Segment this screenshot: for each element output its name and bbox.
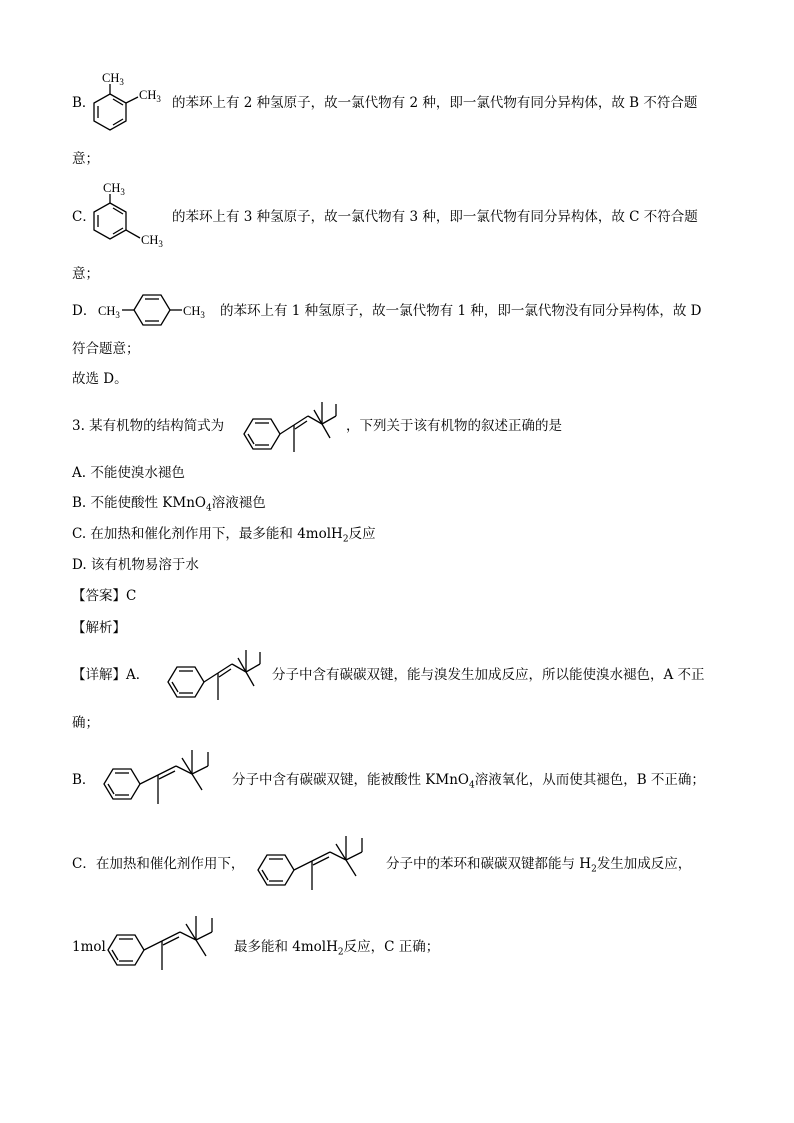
option-a: A. 不能使溴水褪色 [72, 465, 185, 481]
detail-c-text: 分子中的苯环和碳碳双键都能与 $H_2$发生加成反应， [386, 856, 692, 875]
option-d-text-cont: 符合题意； [72, 341, 140, 357]
p-xylene-structure [96, 288, 220, 332]
svg-text:CH3: $CH_3$ [102, 71, 124, 87]
compound-structure-b [92, 740, 230, 810]
detail-b-label: B． [72, 772, 96, 788]
option-c-text: 的苯环上有 3 种氢原子，故一氯代物有 3 种，即一氯代物有同分异构体，故 C 不符合题 [172, 209, 698, 225]
answer-line [72, 587, 136, 605]
option-c: C. 在加热和催化剂作用下，最多能和 4molH$_2$反应 [72, 526, 376, 545]
answer-label: 【答案】 [72, 588, 126, 604]
detail-a-text: 分子中含有碳碳双键，能与溴发生加成反应，所以能使溴水褪色，A 不正 [272, 667, 705, 683]
detail-a-label: 【详解】A． [72, 667, 150, 683]
detail-c-label: C．在加热和催化剂作用下， [72, 856, 245, 872]
option-d: D. 该有机物易溶于水 [72, 557, 199, 573]
detail-a-text-cont: 确； [72, 715, 99, 731]
mol-text: 最多能和 4molH$_2$反应，C 正确； [234, 939, 440, 958]
option-d-text: 的苯环上有 1 种氢原子，故一氯代物有 1 种，即一氯代物没有同分异构体，故 D [220, 303, 702, 319]
compound-structure-c [246, 826, 386, 896]
option-b: B. 不能使酸性 KMnO$_4$溶液褪色 [72, 495, 266, 514]
analysis-label: 【解析】 [72, 620, 126, 636]
question-prompt: 3. 某有机物的结构简式为 [72, 418, 225, 434]
mol-label: 1mol [72, 939, 106, 955]
compound-structure-a [156, 642, 272, 706]
option-c-text-cont: 意； [72, 266, 99, 282]
question-prompt-suffix: ，下列关于该有机物的叙述正确的是 [346, 418, 562, 434]
detail-b-text: 分子中含有碳碳双键，能被酸性 KMnO$_4$溶液氧化，从而使其褪色，B 不正确； [232, 772, 705, 791]
compound-structure-mol [96, 906, 232, 976]
compound-structure [232, 394, 348, 458]
option-b-text-cont: 意； [72, 151, 99, 167]
svg-text:CH3: $CH_3$ [139, 88, 161, 104]
svg-text:CH3: $CH_3$ [103, 181, 125, 197]
conclusion: 故选 D。 [72, 371, 128, 387]
option-label: B． [72, 95, 96, 111]
answer-value: C [126, 588, 137, 604]
svg-text:CH3: $CH_3$ [98, 304, 120, 320]
option-label: C． [72, 209, 96, 225]
option-d-explanation [72, 302, 96, 320]
option-b-text: 的苯环上有 2 种氢原子，故一氯代物有 2 种，即一氯代物有同分异构体，故 B 不符合题 [172, 95, 698, 111]
o-xylene-structure [88, 70, 172, 136]
svg-text:CH3: $CH_3$ [141, 233, 163, 249]
m-xylene-structure [88, 181, 172, 254]
option-label: D． [72, 303, 97, 319]
svg-text:CH3: $CH_3$ [183, 304, 205, 320]
